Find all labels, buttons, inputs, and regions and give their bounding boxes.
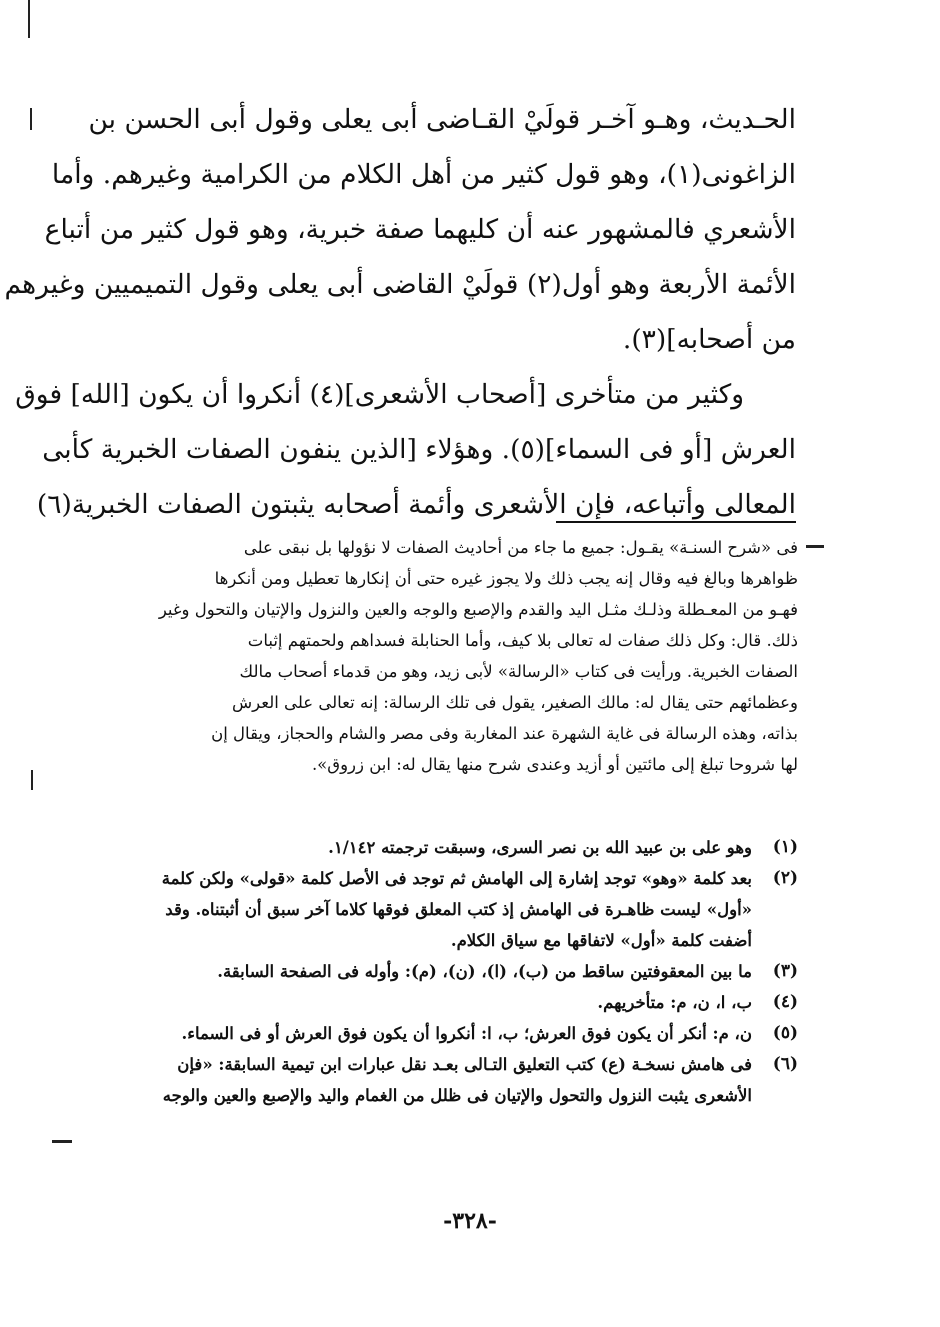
note-line: ذلك. قال: وكل ذلك صفات له تعالى بلا كيف، وأما الحنابلة فسداهم ولحمتهم إثبات <box>247 631 798 650</box>
footnote-line: ن، م: أنكر أن يكون فوق العرش؛ ب، ا: أنكروا أن يكون فوق العرش أو فى السماء. <box>181 1024 752 1043</box>
main-text-line: الأشعري فالمشهور عنه أن كليهما صفة خبرية، وهو قول كثير من أتباع <box>44 214 796 245</box>
footnote-line: ب، ا، ن، م: متأخريهم. <box>597 993 752 1012</box>
footnote-1 <box>96 832 798 863</box>
main-text-line: المعالى وأتباعه، فإن الأشعرى وأئمة أصحابه يثبتون الصفات الخبرية(٦) <box>36 489 796 520</box>
footnote-divider <box>556 521 796 523</box>
footnote-line: وهو على بن عبيد الله بن نصر السرى، وسبقت ترجمته ١/١٤٢. <box>328 838 752 857</box>
note-line: بذاته، وهذه الرسالة فى غاية الشهرة عند المغاربة وفى مصر والشام والحجاز، ويقال إن <box>211 724 798 743</box>
scan-dash-right <box>806 545 824 548</box>
footnote-line: الأشعرى يثبت النزول والتحول والإتيان فى ظلل من الغمام واليد والإصبع والعين والوجه <box>162 1086 752 1105</box>
main-text-line: الأئمة الأربعة وهو أول(٢) قولَيْ القاضى أبى يعلى وقول التميميين وغيرهم <box>4 269 796 300</box>
footnote-line: بعد كلمة «وهو» توجد إشارة إلى الهامش ثم توجد فى الأصل كلمة «قولى» ولكن كلمة <box>161 869 752 888</box>
margin-tick-left <box>31 770 33 790</box>
footnote-line: «أول» ليست ظاهـرة فى الهامش إذ كتب المعلق فوقها كلاما آخر سبق أن أثبتناه. وقد <box>165 900 752 919</box>
main-text-line: العرش [أو فى السماء](٥). وهؤلاء [الذين ينفون الصفات الخبرية كأبى <box>42 434 796 465</box>
scan-dash-left <box>52 1140 72 1143</box>
main-text-line: الزاغونى(١)، وهو قول كثير من أهل الكلام من الكرامية وغيرهم. وأما <box>51 159 796 190</box>
main-text-line: من أصحابه](٣). <box>622 324 796 355</box>
footnote-2 <box>96 863 798 956</box>
footnote-4 <box>96 987 798 1018</box>
note-line: فى «شرح السنـة» يقـول: جميع ما جاء من أحاديث الصفات لا نؤولها بل نبقى على <box>243 538 798 557</box>
footnote-line: فى هامش نسخـة (ع) كتب التعليق التـالى بعـد نقل عبارات ابن تيمية السابقة: «فإن <box>177 1055 752 1074</box>
footnote-5 <box>96 1018 798 1049</box>
footnote-number: (٤) <box>772 992 798 1012</box>
binding-edge-mark <box>28 0 30 38</box>
continued-footnote <box>96 532 798 780</box>
margin-tick-top-left <box>30 108 32 130</box>
footnote-number: (٢) <box>772 868 798 888</box>
footnote-number: (٥) <box>772 1023 798 1043</box>
footnote-number: (٣) <box>772 961 798 981</box>
note-line: فهـو من المعـطلة وذلـك مثـل اليد والقدم والإصبع والوجه والعين والنزول والإتيان والتحول وغير <box>158 600 798 619</box>
main-body-text <box>4 92 796 532</box>
footnote-line: أضفت كلمة «أول» لاتفاقها مع سياق الكلام. <box>450 931 752 950</box>
note-line: ظواهرها وبالغ فيه وقال إنه يجب ذلك ولا يجوز غيره حتى أن إنكارها تعطيل ومن أنكرها <box>214 569 798 588</box>
footnote-number: (١) <box>772 837 798 857</box>
footnote-number: (٦) <box>772 1054 798 1074</box>
footnote-3 <box>96 956 798 987</box>
footnote-6 <box>96 1049 798 1111</box>
main-text-line: وكثير من متأخرى [أصحاب الأشعرى](٤) أنكروا أن يكون [الله] فوق <box>15 379 744 410</box>
footnote-line: ما بين المعقوفتين ساقط من (ب)، (ا)، (ن)، (م): وأوله فى الصفحة السابقة. <box>217 962 752 981</box>
note-line: لها شروحا تبلغ إلى مائتين أو أزيد وعندى شرح منها يقال له: ابن زروق». <box>311 755 798 774</box>
footnotes-list <box>96 832 798 1111</box>
page-number: -٣٢٨- <box>443 1208 497 1234</box>
note-line: وعظمائهم حتى يقال له: مالك الصغير، يقول فى تلك الرسالة: إنه تعالى على العرش <box>232 693 798 712</box>
note-line: الصفات الخبرية. ورأيت فى كتاب «الرسالة» لأبى زيد، وهو من قدماء أصحاب مالك <box>239 662 798 681</box>
main-text-line: الحـديث، وهـو آخـر قولَيْ القـاضى أبى يعلى وقول أبى الحسن بن <box>88 104 796 135</box>
